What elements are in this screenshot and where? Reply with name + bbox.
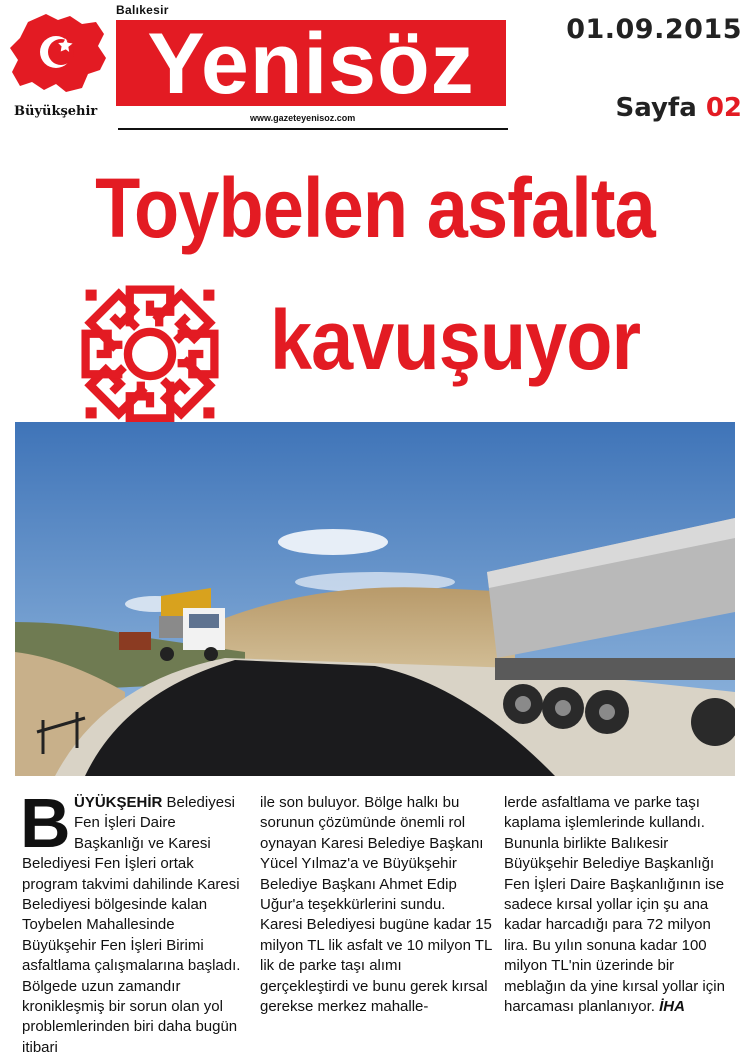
region-label: Büyükşehir <box>14 104 98 119</box>
city-label: Balıkesir <box>116 3 169 17</box>
headline-line-2: kavuşuyor <box>270 293 641 387</box>
page-prefix: Sayfa <box>615 93 697 123</box>
balikesir-map-flag-icon <box>6 8 110 100</box>
page-number: 02 <box>705 93 742 123</box>
masthead <box>0 0 750 132</box>
article-column-3-text: lerde asfaltlama ve parke taşı kaplama işlemlerinde kullandı. Bununla birlikte Balıkesir Büyükşehir Belediye Başkanlığı Fen İşleri Daire Başkanlığının ise sadece kırsal yollar için şu ana kadar harcadığı para 72 milyon lira. Bu yılın sonuna kadar 100 milyon TL'nin üzerinde bir meblağın da yine kırsal yollar için harcaması planlanıyor. <box>504 794 725 1016</box>
issue-date: 01.09.2015 <box>566 14 742 45</box>
article-body <box>20 784 734 1059</box>
article-lead-word: ÜYÜKŞEHİR <box>74 794 163 811</box>
article-column-1-text: Belediyesi Fen İşleri Daire Başkanlığı ve Karesi Belediyesi Fen İşleri ortak program takvimi dahilinde Karesi Belediyesi bölgesinde kalan Toybelen Mahallesinde Büyükşehir Fen İşleri Birimi asfaltlama çalışmalarına başladı. Bölgede uzun zamandır kronikleşmiş bir sorun olan yol problemlerinden biri daha bugün itibari <box>22 794 241 1056</box>
article-column-1 <box>20 784 248 1058</box>
page-label <box>560 93 742 123</box>
eight-point-star-emblem-icon <box>58 262 242 446</box>
article-column-2 <box>260 793 492 1017</box>
brand-name: Yenisöz <box>147 20 475 106</box>
masthead-rule <box>118 128 508 130</box>
article-column-3 <box>504 793 734 1017</box>
website-link[interactable]: www.gazeteyenisoz.com <box>250 113 356 123</box>
article-column-2-text: ile son buluyor. Bölge halkı bu sorunun çözümünde önemli rol oynayan Karesi Belediye Başkanı Yücel Yılmaz'a ve Büyükşehir Belediye Başkanı Ahmet Edip Uğur'a teşekkürlerini sundu. Karesi Belediyesi bugüne kadar 15 milyon TL lik asfalt ve 10 milyon TL lik de parke taşı alımı gerçekleştirdi ve bunu gerek kırsal gerekse merkez mahalle- <box>260 794 492 1016</box>
road-construction-photo <box>15 422 735 776</box>
brand-box <box>116 20 506 106</box>
news-agency-credit: İHA <box>659 998 685 1016</box>
headline-line-1: Toybelen asfalta <box>95 161 655 255</box>
article-dropcap: B <box>20 784 71 862</box>
